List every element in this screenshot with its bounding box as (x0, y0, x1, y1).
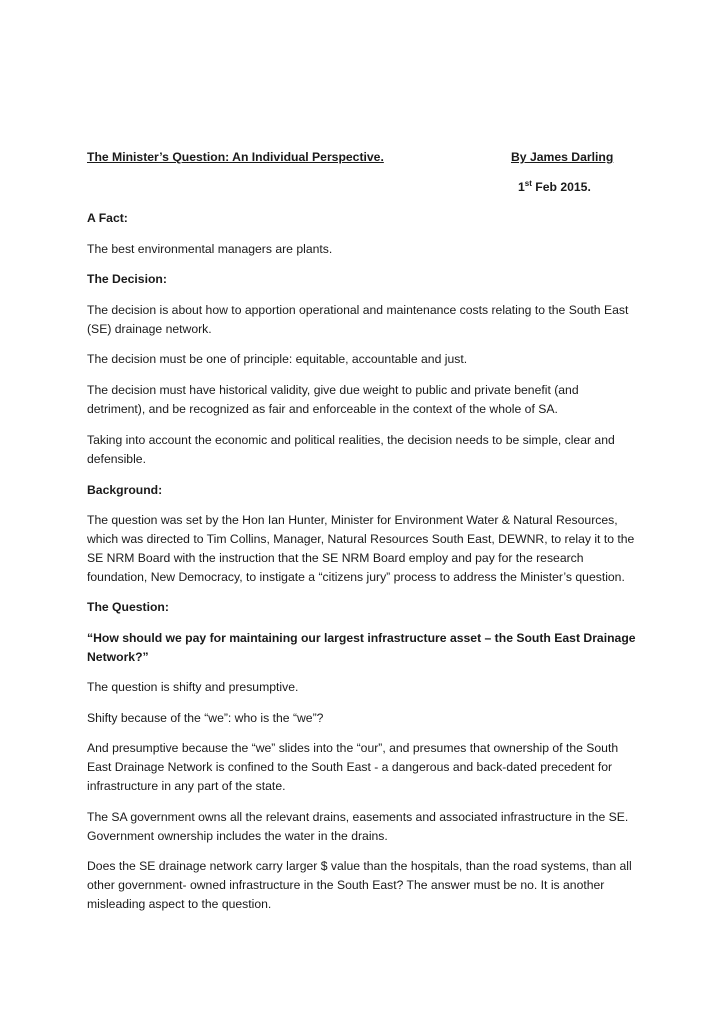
document-title: The Minister’s Question: An Individual Perspective. (87, 150, 384, 164)
shifty-paragraph-1: The question is shifty and presumptive. (87, 680, 299, 694)
background-line-2: which was directed to Tim Collins, Manager, Natural Resources South East, DEWNR, to relay it to the (87, 532, 635, 546)
date-day: 1 (518, 180, 525, 194)
presumptive-line-3: infrastructure in any part of the state. (87, 779, 286, 793)
date-rest: Feb 2015. (531, 180, 591, 194)
presumptive-line-2: East Drainage Network is confined to the South East - a dangerous and back-dated precedent for (87, 760, 613, 774)
question-quote-line-1: “How should we pay for maintaining our largest infrastructure asset – the South East Drainage (87, 631, 636, 645)
background-line-3: SE NRM Board with the instruction that the SE NRM Board employ and pay for the research (87, 551, 584, 565)
value-line-2: other government- owned infrastructure in the South East? The answer must be no. It is another (87, 878, 605, 892)
decision-paragraph-1-line-1: The decision is about how to apportion operational and maintenance costs relating to the South East (87, 303, 629, 317)
decision-paragraph-4-line-1: Taking into account the economic and political realities, the decision needs to be simple, clear and (87, 433, 615, 447)
decision-paragraph-3-line-2: detriment), and be recognized as fair and enforceable in the context of the whole of SA. (87, 402, 558, 416)
question-heading: The Question: (87, 600, 169, 614)
sa-government-line-2: Government ownership includes the water in the drains. (87, 829, 388, 843)
document-date (518, 178, 591, 197)
background-line-4: foundation, New Democracy, to instigate a “citizens jury” process to address the Minister’s question. (87, 570, 625, 584)
value-line-3: misleading aspect to the question. (87, 897, 272, 911)
date-suffix: st (524, 178, 532, 188)
background-heading: Background: (87, 483, 163, 497)
shifty-paragraph-2: Shifty because of the “we”: who is the “we”? (87, 711, 324, 725)
decision-paragraph-4-line-2: defensible. (87, 452, 146, 466)
decision-paragraph-2: The decision must be one of principle: equitable, accountable and just. (87, 352, 468, 366)
sa-government-line-1: The SA government owns all the relevant drains, easements and associated infrastructure in the SE. (87, 810, 629, 824)
decision-paragraph-3-line-1: The decision must have historical validity, give due weight to public and private benefit (and (87, 383, 579, 397)
decision-paragraph-1-line-2: (SE) drainage network. (87, 322, 212, 336)
fact-heading: A Fact: (87, 211, 128, 225)
fact-text: The best environmental managers are plants. (87, 242, 333, 256)
value-line-1: Does the SE drainage network carry larger $ value than the hospitals, than the road systems, than all (87, 859, 632, 873)
presumptive-line-1: And presumptive because the “we” slides into the “our”, and presumes that ownership of the South (87, 741, 619, 755)
question-quote-line-2: Network?” (87, 650, 149, 664)
decision-heading: The Decision: (87, 272, 167, 286)
author-byline: By James Darling (511, 150, 614, 164)
background-line-1: The question was set by the Hon Ian Hunter, Minister for Environment Water & Natural Resources, (87, 513, 618, 527)
